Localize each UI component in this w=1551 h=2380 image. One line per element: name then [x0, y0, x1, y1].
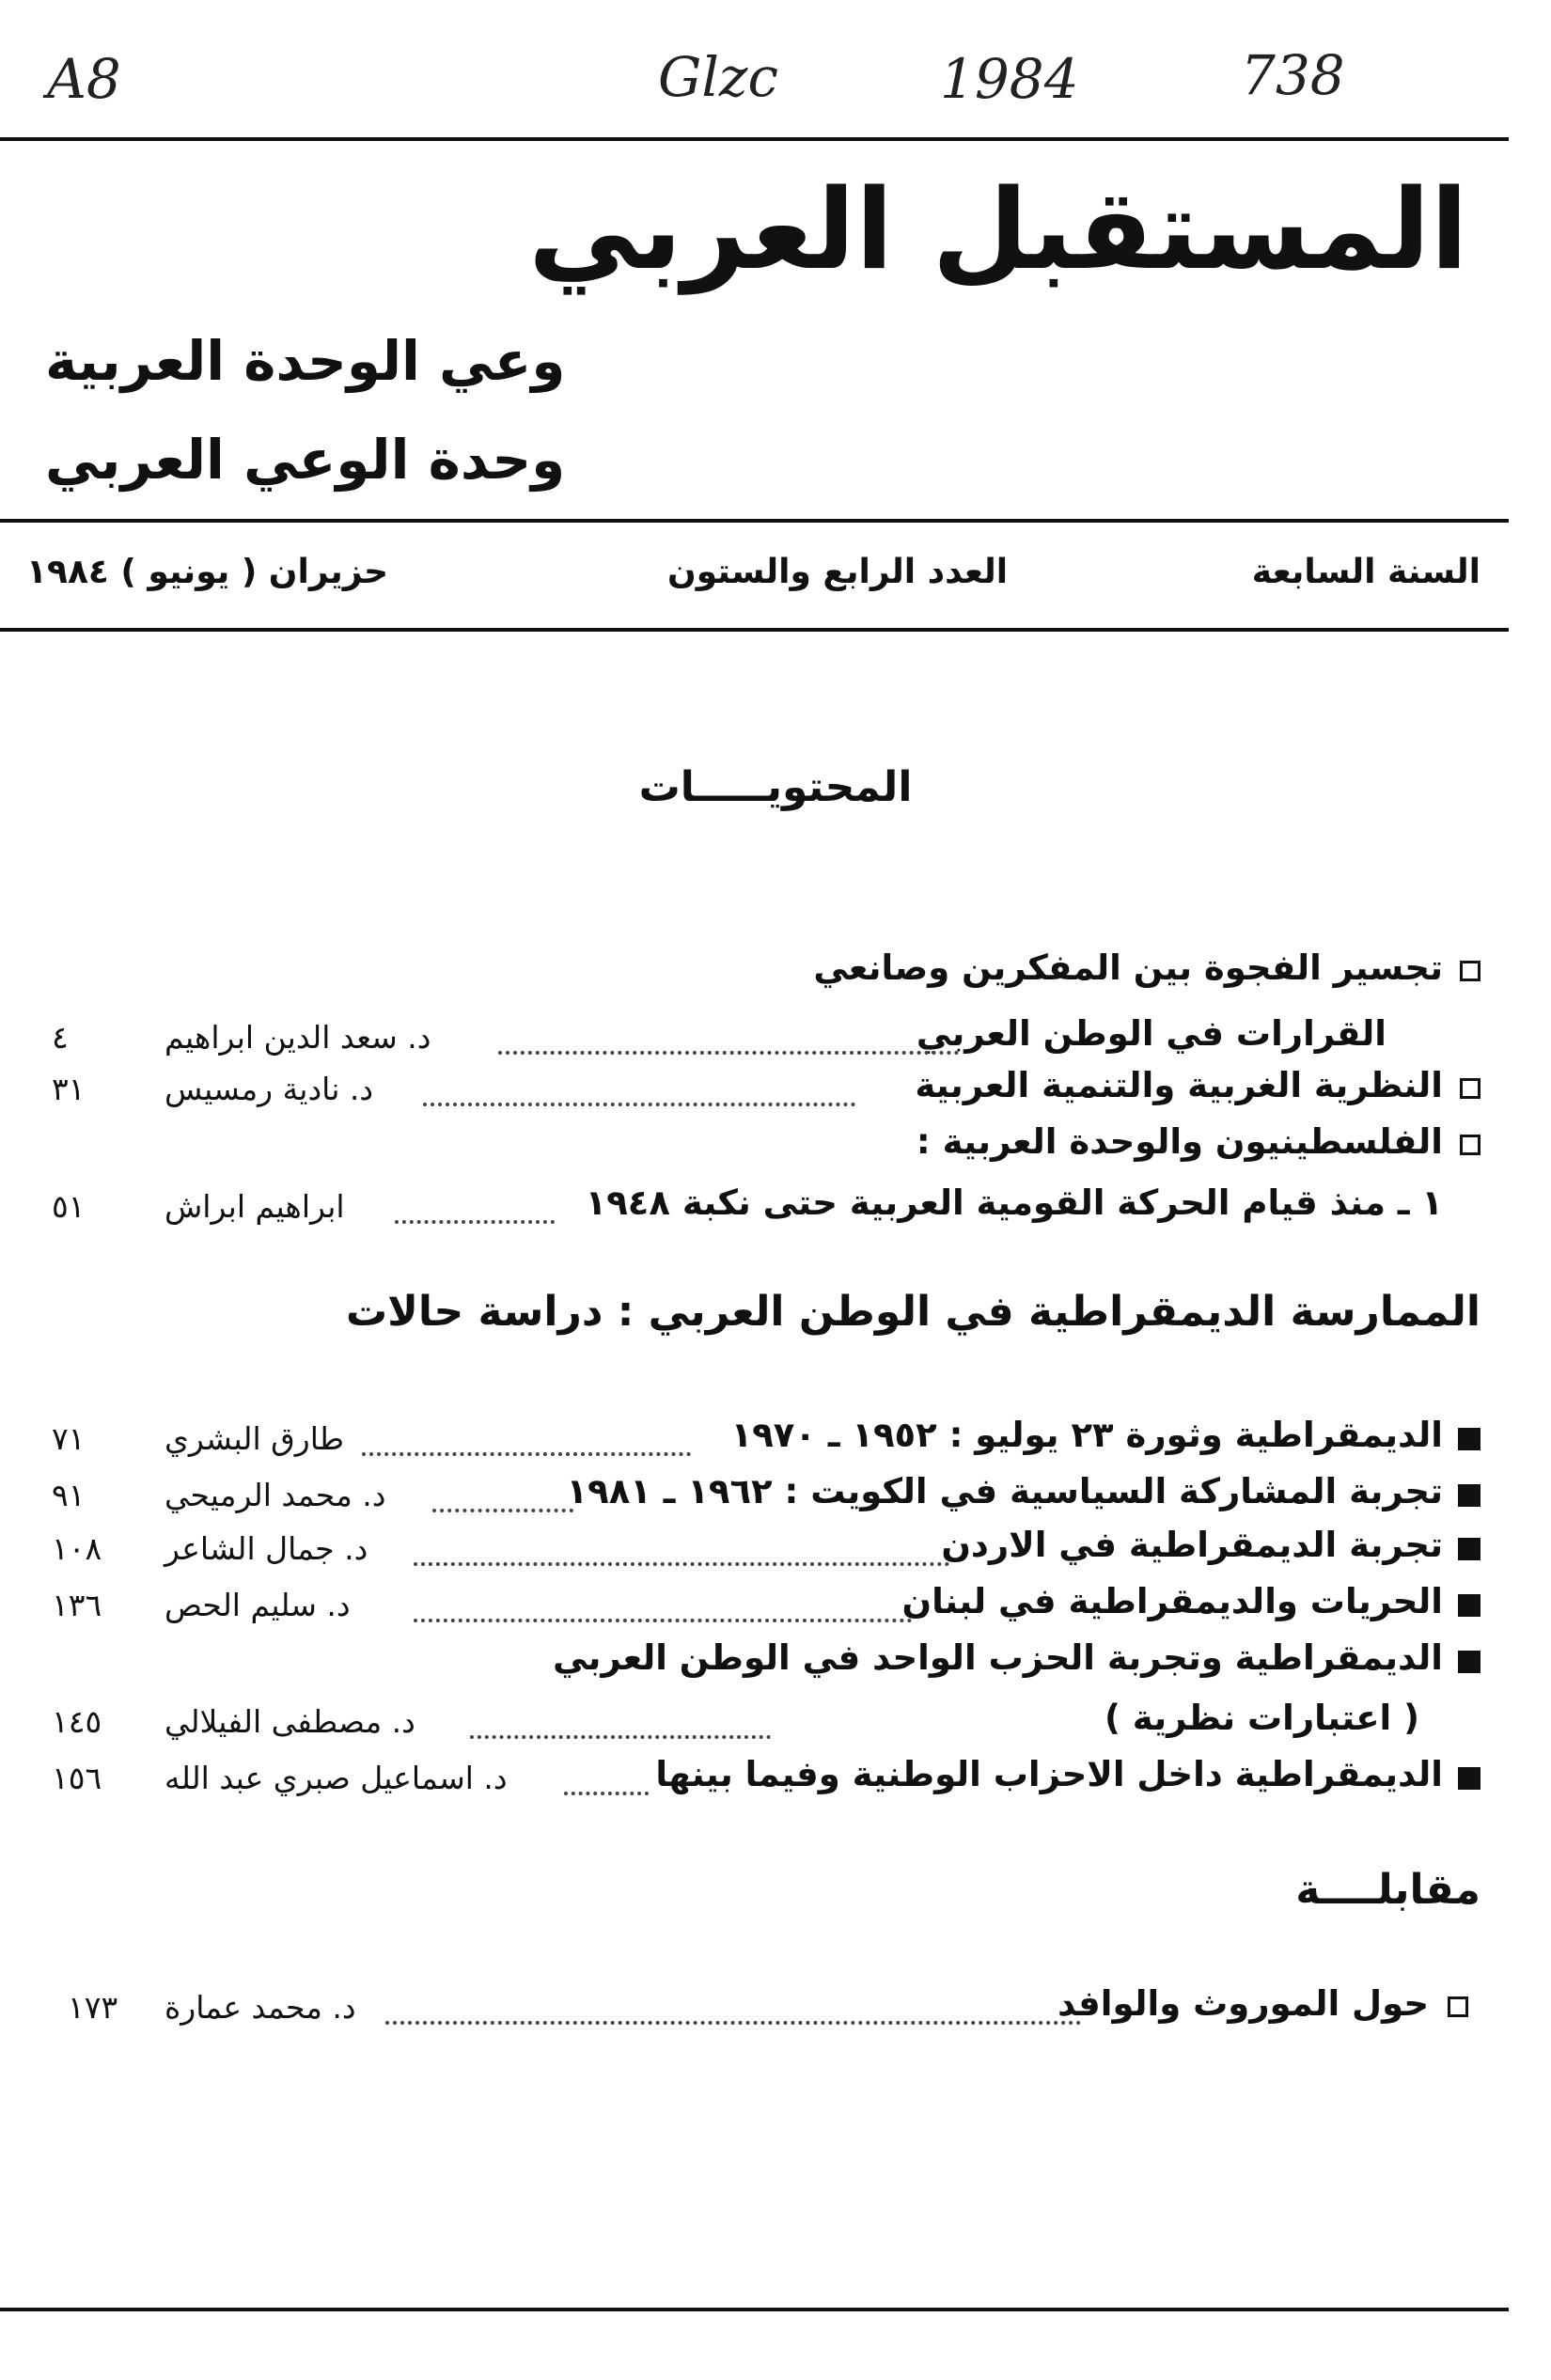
rule-above-issue-info: [0, 519, 1509, 523]
leader-dots: [385, 1989, 1081, 2025]
rule-below-issue-info: [0, 628, 1509, 632]
toc-entry-title: النظرية الغربية والتنمية العربية: [915, 1065, 1443, 1105]
theme-line-2: وحدة الوعي العربي: [45, 428, 566, 492]
toc-entry-author: د. اسماعيل صبري عبد الله: [164, 1760, 508, 1796]
toc-entry-title: الفلسطينيون والوحدة العربية :: [916, 1121, 1443, 1162]
toc-entry-author: د. سليم الحص: [164, 1587, 351, 1623]
toc-entry-page: ٣١: [52, 1071, 86, 1107]
leader-dots: [432, 1477, 573, 1512]
top-rule: [0, 137, 1509, 141]
toc-entry-title: الحريات والديمقراطية في لبنان: [901, 1581, 1443, 1621]
leader-dots: [414, 1587, 912, 1622]
toc-entry-author: د. مصطفى الفيلالي: [164, 1703, 415, 1740]
toc-entry-8-line1: [0, 1637, 1551, 1694]
leader-dots: [498, 1019, 959, 1055]
open-square-bullet-icon: [1460, 1135, 1480, 1155]
volume-year-label: السنة السابعة: [1251, 553, 1480, 591]
handwritten-mark-left: A8: [47, 47, 121, 111]
issue-number-label: العدد الرابع والستون: [667, 553, 1009, 591]
toc-entry-page: ١٤٥: [52, 1703, 102, 1740]
handwritten-number: 738: [1241, 43, 1345, 107]
filled-square-bullet-icon: [1458, 1767, 1480, 1790]
toc-entry-3-line2: [0, 1182, 1551, 1239]
toc-entry-page: ١٣٦: [52, 1587, 102, 1623]
toc-entry-title: حول الموروث والوافد: [1058, 1983, 1429, 2024]
toc-entry-1-line1: [0, 947, 1551, 1004]
toc-entry-title: الديمقراطية وثورة ٢٣ يوليو : ١٩٥٢ ـ ١٩٧٠: [730, 1415, 1443, 1455]
leader-dots: [414, 1530, 949, 1566]
journal-logo-text: المستقبل العربي: [527, 164, 1468, 294]
leader-dots: [395, 1188, 555, 1224]
toc-entry-page: ٥١: [52, 1188, 86, 1225]
toc-entry-1-line2: [0, 1013, 1551, 1070]
filled-square-bullet-icon: [1458, 1594, 1480, 1617]
toc-entry-title: تجسير الفجوة بين المفكرين وصانعي: [813, 947, 1443, 988]
leader-dots: [470, 1703, 771, 1739]
handwritten-code: Glzc: [658, 45, 778, 109]
open-square-bullet-icon: [1460, 1078, 1480, 1099]
toc-entry-author: د. نادية رمسيس: [164, 1071, 374, 1107]
toc-entry-9: [0, 1754, 1551, 1810]
toc-entry-author: د. جمال الشاعر: [164, 1530, 368, 1567]
filled-square-bullet-icon: [1458, 1538, 1480, 1560]
toc-entry-6: [0, 1525, 1551, 1581]
filled-square-bullet-icon: [1458, 1428, 1480, 1450]
filled-square-bullet-icon: [1458, 1651, 1480, 1673]
toc-entry-page: ٧١: [52, 1420, 86, 1457]
open-square-bullet-icon: [1448, 1996, 1468, 2017]
toc-entry-8-line2: [0, 1698, 1551, 1754]
section-heading-interview: مقابلــــة: [1295, 1866, 1480, 1914]
toc-entry-7: [0, 1581, 1551, 1637]
toc-entry-title-continued: ١ ـ منذ قيام الحركة القومية العربية حتى نكبة ١٩٤٨: [585, 1182, 1443, 1223]
toc-entry-title-continued: ( اعتبارات نظرية ): [1104, 1698, 1419, 1738]
toc-entry-4: [0, 1415, 1551, 1471]
bottom-rule: [0, 2308, 1509, 2311]
toc-entry-author: د. سعد الدين ابراهيم: [164, 1019, 431, 1056]
toc-entry-author: ابراهيم ابراش: [164, 1188, 345, 1225]
leader-dots: [362, 1420, 691, 1456]
theme-line-1: وعي الوحدة العربية: [45, 329, 566, 393]
journal-logo: [527, 164, 1468, 305]
toc-entry-page: ٤: [52, 1019, 69, 1056]
toc-entry-title-continued: القرارات في الوطن العربي: [916, 1013, 1386, 1054]
toc-entry-title: تجربة المشاركة السياسية في الكويت : ١٩٦٢ ـ ١٩٨١: [566, 1471, 1443, 1511]
handwritten-year: 1984: [940, 47, 1079, 111]
toc-entry-author: د. محمد الرميحي: [164, 1477, 386, 1513]
toc-entry-3-line1: [0, 1121, 1551, 1178]
toc-title: المحتويـــــات: [638, 763, 913, 811]
leader-dots: [423, 1071, 855, 1106]
leader-dots: [564, 1760, 649, 1795]
filled-square-bullet-icon: [1458, 1484, 1480, 1507]
section-heading-democracy: الممارسة الديمقراطية في الوطن العربي : دراسة حالات: [345, 1288, 1480, 1336]
toc-entry-page: ١٠٨: [52, 1530, 102, 1567]
toc-entry-page: ١٧٣: [68, 1989, 118, 2026]
toc-entry-5: [0, 1471, 1551, 1527]
toc-entry-page: ٩١: [52, 1477, 86, 1513]
toc-entry-2: [0, 1065, 1551, 1121]
toc-entry-title: الديمقراطية وتجربة الحزب الواحد في الوطن العربي: [553, 1637, 1443, 1678]
toc-entry-page: ١٥٦: [52, 1760, 102, 1796]
toc-entry-title: تجربة الديمقراطية في الاردن: [941, 1525, 1443, 1565]
toc-entry-author: د. محمد عمارة: [164, 1989, 356, 2026]
open-square-bullet-icon: [1460, 961, 1480, 981]
toc-entry-10: [0, 1983, 1551, 2040]
issue-date-label: حزيران ( يونيو ) ١٩٨٤: [26, 553, 389, 591]
toc-entry-author: طارق البشري: [164, 1420, 345, 1457]
toc-entry-title: الديمقراطية داخل الاحزاب الوطنية وفيما بينها: [655, 1754, 1443, 1794]
